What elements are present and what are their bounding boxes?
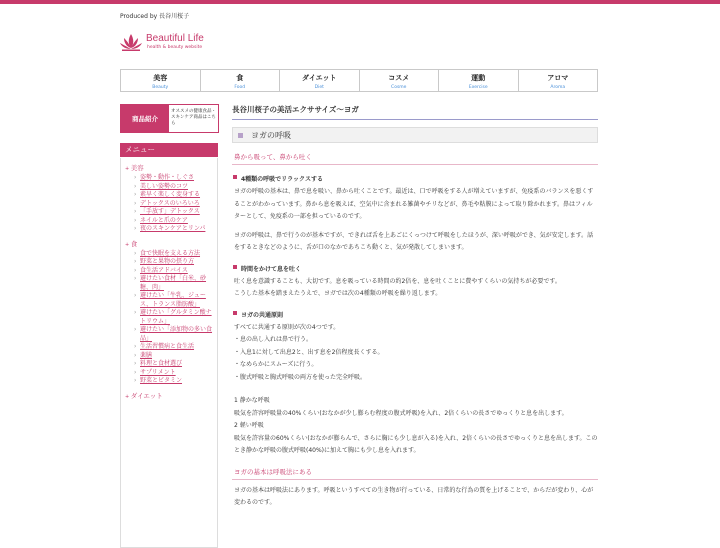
menu-item[interactable]: › 「手放す」デトックス: [134, 208, 217, 217]
menu-category-beauty[interactable]: + 美容: [125, 163, 217, 172]
nav-food[interactable]: [201, 70, 281, 91]
nav-diet[interactable]: [280, 70, 360, 91]
site-logo[interactable]: [119, 31, 239, 55]
nav-label: 食: [236, 74, 244, 82]
global-nav: [120, 69, 598, 92]
promo-text: オススメの健康食品・スキンケア商品はこちら: [171, 109, 216, 126]
nav-label: 運動: [471, 74, 486, 82]
menu-item[interactable]: › サプリメント: [134, 369, 217, 378]
producer-credit: Produced by 長谷川桜子: [120, 13, 190, 20]
menu-item[interactable]: › 避けたい「添加物の多い食品」: [134, 326, 217, 343]
menu-category-food[interactable]: + 食: [125, 239, 217, 248]
menu-item[interactable]: › 美しい姿勢のコツ: [134, 183, 217, 192]
lotus-icon: [119, 32, 143, 52]
top-accent-bar: [0, 0, 720, 4]
page-title: 長谷川桜子の美活エクササイズ〜ヨガ: [232, 104, 598, 120]
paragraph: 吸気を許容呼吸量の40%くらい(おなかが少し膨らむ程度の腹式呼吸)を入れ、2倍くらいの長さでゆっくりと息を出します。: [234, 409, 568, 417]
menu-item[interactable]: › ネイルと爪のケア: [134, 217, 217, 226]
breath-type-title: 2 軽い呼吸: [234, 422, 264, 429]
nav-aroma[interactable]: [519, 70, 598, 91]
logo-subtitle: health & beauty website: [147, 45, 203, 50]
heading-principles: ヨガの共通原則: [232, 310, 598, 319]
menu-item[interactable]: › 避けたい「牛乳、ジュース、トランス脂肪酸」: [134, 292, 217, 309]
menu-item[interactable]: › 料理と食材選び: [134, 360, 217, 369]
subsection-title: 鼻から吸って、鼻から吐く: [232, 147, 598, 165]
sidebar-menu: [120, 158, 218, 548]
menu-title: メニュー: [120, 143, 218, 157]
menu-item[interactable]: › 食で快眠を支える方法: [134, 250, 217, 259]
menu-item[interactable]: › 野菜とビタミン: [134, 377, 217, 386]
menu-category-diet[interactable]: + ダイエット: [125, 391, 217, 400]
menu-item[interactable]: › 姿勢・動作・しぐさ: [134, 174, 217, 183]
menu-item[interactable]: › 野菜と果物の摂り方: [134, 258, 217, 267]
breath-type-title: 1 静かな呼吸: [234, 397, 270, 404]
paragraph: ヨガの呼吸の基本は、鼻で息を吸い、鼻から吐くことです。最近は、口で呼吸をする人が増えていますが、免疫系のバランスを悪くすることがわかっています。鼻から息を吸えば、空気中に含まれる雑菌やチリなどが、鼻毛や粘膜によって取り除かれます。鼻はフィルターとして、免疫系の一部を担っているのです。: [234, 188, 594, 220]
menu-item[interactable]: › 避けたい食材「白米、砂糖、肉」: [134, 275, 217, 292]
paragraph: ヨガの基本は呼吸法にあります。呼吸というすべての生き物が行っている、日常的な行為の質を上げることで、からだが変わり、心が変わるのです。: [234, 486, 594, 506]
nav-label: コスメ: [388, 74, 410, 82]
list-item: ・入息1に対して出息2と、出す息を2倍程度長くする。: [234, 348, 384, 356]
menu-item[interactable]: › 生活習慣病と食生活: [134, 343, 217, 352]
nav-cosme[interactable]: [360, 70, 440, 91]
nav-sublabel: Diet: [314, 85, 324, 90]
paragraph: すべてに共通する原則が次の4つです。: [234, 323, 340, 331]
product-promo-banner[interactable]: [120, 104, 219, 133]
menu-item[interactable]: › 夜のスキンケアとリンパ: [134, 225, 217, 234]
main-content: [232, 104, 598, 510]
list-item: ・腹式呼吸と胸式呼吸の両方を使った完全呼吸。: [234, 373, 367, 381]
nav-label: ダイエット: [302, 74, 337, 82]
nav-sublabel: Exercise: [468, 85, 488, 90]
nav-sublabel: Cosme: [391, 85, 407, 90]
list-item: ・なめらかにスムーズに行う。: [234, 361, 318, 368]
subsection-title: ヨガの基本は呼吸法にある: [232, 462, 598, 480]
paragraph: 吸気を許容量の60%くらい(おなかが膨らんで、さらに胸にも少し息が入る)を入れ、2倍くらいの長さでゆっくりと息を出します。このとき静かな呼吸の腹式呼吸(40%)に加えて胸にも少し息を入れます。: [234, 434, 598, 454]
menu-item[interactable]: › 薬膳: [134, 352, 217, 361]
nav-label: 美容: [153, 74, 168, 82]
menu-item[interactable]: › デトックスのいろいろ: [134, 200, 217, 209]
paragraph: こうした基本を踏まえたうえで、ヨガでは次の4種類の呼吸を繰り返します。: [234, 290, 442, 297]
nav-sublabel: Food: [234, 85, 246, 90]
nav-exercise[interactable]: [439, 70, 519, 91]
menu-item[interactable]: › 食生活アドバイス: [134, 267, 217, 276]
paragraph: 吐く息を意識することも、大切です。息を吸っている時間の約2倍を、息を吐くことに費やすくらいの気持ちが必要です。: [234, 277, 561, 285]
paragraph: ヨガの呼吸は、鼻で行うのが基本ですが、できれば舌を上あごにくっつけて呼吸をしたほうが、深い呼吸ができ、気が安定します。話をするときなどのように、舌が口のなかであちこち動くと、気が発散してしまいます。: [234, 231, 594, 251]
nav-sublabel: Beauty: [152, 85, 169, 90]
section-title: ヨガの呼吸: [232, 127, 598, 143]
menu-item[interactable]: › 素早く楽しく変身する: [134, 191, 217, 200]
promo-label: 商品紹介: [121, 105, 169, 132]
heading-exhale: 時間をかけて息を吐く: [232, 264, 598, 273]
menu-item[interactable]: › 避けたい「グルタミン酸ナトリウム」: [134, 309, 217, 326]
list-item: ・息の出し入れは鼻で行う。: [234, 336, 313, 343]
nav-beauty[interactable]: [121, 70, 201, 91]
nav-sublabel: Aroma: [550, 85, 566, 90]
logo-text: Beautiful Life: [146, 33, 204, 44]
nav-label: アロマ: [547, 74, 569, 82]
heading-relax: 4種類の呼吸でリラックスする: [232, 174, 598, 183]
